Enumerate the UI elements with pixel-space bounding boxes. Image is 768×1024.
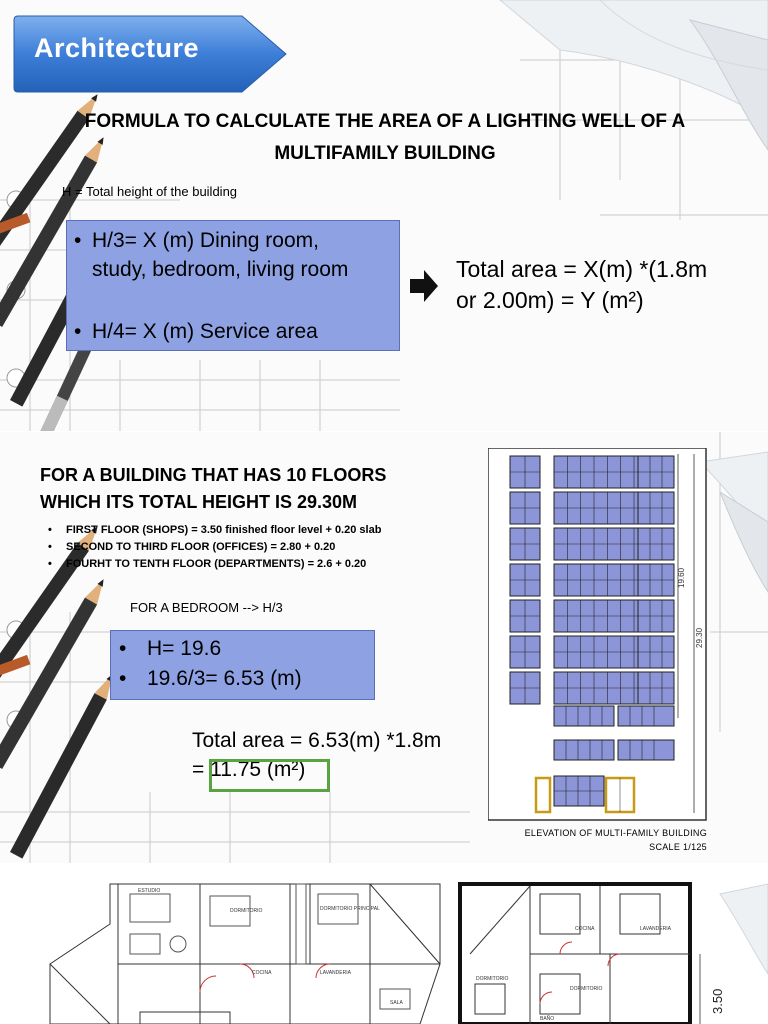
formula-line-1a: H/3= X (m) Dining room,	[92, 229, 319, 252]
plan-label: ESTUDIO	[138, 888, 161, 894]
bullet-dot: •	[74, 229, 82, 252]
formula-bullet-2	[74, 317, 394, 346]
slide-floor-plans	[0, 864, 768, 1024]
plan-label: SALA	[390, 1000, 403, 1006]
plan-label: COCINA	[575, 926, 595, 932]
rolled-blueprint-icon	[720, 884, 768, 974]
plan-label: DORMITORIO	[230, 908, 263, 914]
example-heading-2: WHICH ITS TOTAL HEIGHT IS 29.30M	[40, 492, 358, 512]
result-line-1: Total area = X(m) *(1.8m	[456, 256, 708, 282]
list-item: • SECOND TO THIRD FLOOR (OFFICES) = 2.80 + 0.20	[48, 541, 336, 553]
elevation-caption-2: SCALE 1/125	[649, 842, 707, 852]
section-title: Architecture	[34, 33, 200, 63]
arrow-right-icon	[410, 270, 438, 302]
result-highlight	[209, 759, 330, 792]
slide-example	[0, 432, 768, 864]
upper-floor-windows	[510, 456, 674, 704]
plan-label: LAVANDERIA	[320, 970, 351, 976]
building-elevation	[488, 448, 718, 848]
slide-heading: FORMULA TO CALCULATE THE AREA OF A LIGHTING WELL OF A MULTIFAMILY BUILDING	[84, 111, 686, 164]
plan-label: LAVANDERIA	[640, 926, 671, 932]
plan-label: COCINA	[252, 970, 272, 976]
calc-row: • 19.6/3= 6.53 (m)	[119, 667, 302, 690]
example-heading-1: FOR A BUILDING THAT HAS 10 FLOORS	[40, 465, 387, 485]
result-line-2: or 2.00m) = Y (m²)	[456, 287, 644, 313]
bedroom-note: FOR A BEDROOM --> H/3	[130, 600, 283, 615]
dimension-label: 3.50	[710, 988, 725, 1014]
calc-result: 11.75 (m²)	[210, 758, 306, 781]
floor-list	[48, 522, 381, 573]
formula-line-2: H/4= X (m) Service area	[92, 320, 318, 343]
calculation-box	[110, 630, 375, 700]
plan-label: DORMITORIO PRINCIPAL	[320, 906, 380, 912]
list-item: • FOURHT TO TENTH FLOOR (DEPARTMENTS) = 2.6 + 0.20	[48, 558, 367, 570]
bullet-dot: •	[74, 320, 82, 343]
plan-label: DORMITORIO	[476, 976, 509, 982]
slide-formula	[0, 0, 768, 432]
plan-label: DORMITORIO	[570, 986, 603, 992]
elevation-caption-1: ELEVATION OF MULTI-FAMILY BUILDING	[524, 828, 707, 838]
calc-line-1: Total area = 6.53(m) *1.8m	[192, 729, 442, 752]
dimension-label: 19.60	[677, 567, 686, 588]
formula-bullet-1	[74, 226, 394, 284]
result-formula	[456, 254, 707, 316]
formula-line-1b: study, bedroom, living room	[92, 258, 349, 281]
list-item: • FIRST FLOOR (SHOPS) = 3.50 finished floor level + 0.20 slab	[48, 524, 382, 536]
floor-plan-drawing	[0, 864, 768, 1024]
height-definition: H = Total height of the building	[62, 184, 238, 199]
dimension-label: 29.30	[695, 627, 704, 648]
calc-row: • H= 19.6	[119, 637, 222, 660]
plan-label: BAÑO	[540, 1016, 555, 1022]
calc-line-2: = 11.75 (m²)	[192, 758, 306, 781]
